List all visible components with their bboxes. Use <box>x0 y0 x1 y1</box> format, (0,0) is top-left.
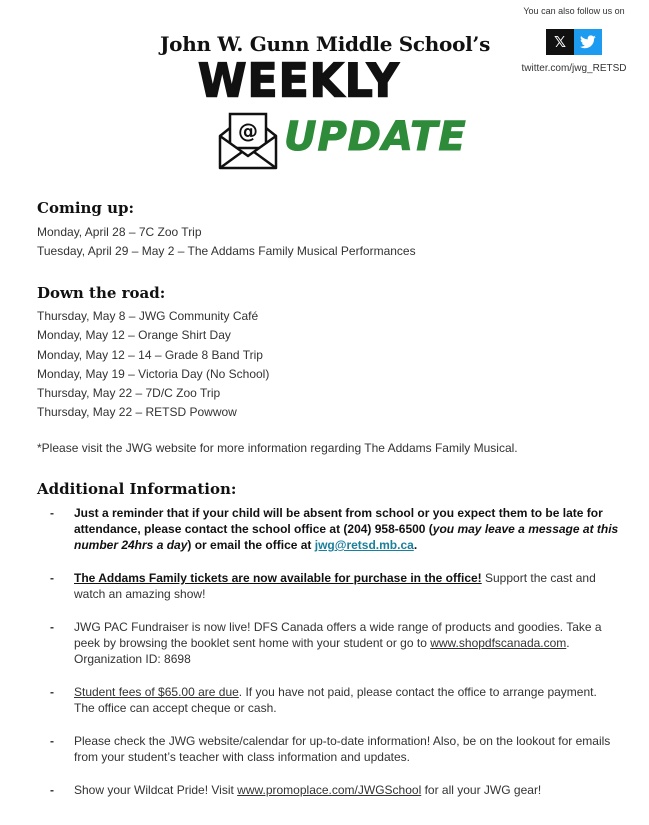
list-item: Tuesday, April 29 – May 2 – The Addams Family Musical Performances <box>37 244 416 259</box>
list-item: Thursday, May 22 – RETSD Powwow <box>37 405 237 420</box>
info-item-fees <box>50 684 620 716</box>
info-item-attendance <box>50 505 620 553</box>
voicemail-note: you may leave a message at this number 24hrs a day <box>74 522 619 552</box>
tickets-announcement: The Addams Family tickets are now available for purchase in the office! <box>74 571 482 585</box>
info-text: JWG PAC Fundraiser is now live! DFS Canada offers a wide range of products and goodies. Take a peek by browsing the booklet sent home with your student or go to www.shopdfscanada.com. Organization ID: 8698 <box>74 620 602 666</box>
dash-bullet: - <box>50 783 54 797</box>
promoplace-link[interactable]: www.promoplace.com/JWGSchool <box>237 783 422 797</box>
info-text: Just a reminder that if your child will be absent from school or you expect them to be late for attendance, please contact the school office at (204) 958-6500 (you may leave a message at this number 24hrs a day) or email the office at jwg@retsd.mb.ca. <box>74 506 619 552</box>
dash-bullet: - <box>50 685 54 699</box>
social-follow-box <box>509 6 639 74</box>
svg-text:@: @ <box>238 119 258 143</box>
info-item-fundraiser <box>50 619 620 667</box>
down-the-road-list <box>37 307 269 423</box>
school-title: John W. Gunn Middle School’s <box>160 32 491 56</box>
down-the-road-heading: Down the road: <box>37 284 166 302</box>
twitter-handle-link[interactable]: twitter.com/jwg_RETSD <box>521 63 627 74</box>
mail-envelope-icon <box>216 110 280 172</box>
list-item: Monday, May 12 – Orange Shirt Day <box>37 328 231 343</box>
shopdfscanada-link[interactable]: www.shopdfscanada.com <box>430 636 567 650</box>
list-item: Monday, May 19 – Victoria Day (No School) <box>37 366 270 381</box>
x-logo-icon[interactable]: 𝕏 <box>546 29 574 55</box>
social-icons <box>509 29 639 55</box>
dash-bullet: - <box>50 571 54 585</box>
fees-due-text: Student fees of $65.00 are due <box>74 685 239 699</box>
follow-text: You can also follow us on <box>523 6 625 16</box>
office-email-link[interactable]: jwg@retsd.mb.ca <box>314 538 414 552</box>
additional-info-heading: Additional Information: <box>37 480 237 498</box>
list-item: Thursday, May 22 – 7D/C Zoo Trip <box>37 386 221 401</box>
weekly-title: WEEKLY <box>198 54 400 109</box>
dash-bullet: - <box>50 734 54 748</box>
info-item-tickets <box>50 570 620 602</box>
list-item: Thursday, May 8 – JWG Community Café <box>37 309 259 323</box>
update-title: UPDATE <box>284 114 467 160</box>
coming-up-heading: Coming up: <box>37 199 135 217</box>
additional-info-list <box>50 505 620 815</box>
musical-info-note: *Please visit the JWG website for more information regarding The Addams Family Musical. <box>37 441 518 455</box>
dash-bullet: - <box>50 620 54 634</box>
list-item: Monday, April 28 – 7C Zoo Trip <box>37 225 202 239</box>
coming-up-list <box>37 223 416 262</box>
info-item-gear <box>50 782 620 798</box>
dash-bullet: - <box>50 506 54 520</box>
info-text: Please check the JWG website/calendar for up-to-date information! Also, be on the lookout for emails from your student’s teacher with class information and updates. <box>74 734 611 764</box>
info-text: The Addams Family tickets are now available for purchase in the office! Support the cast and watch an amazing show! <box>74 571 596 601</box>
twitter-bird-icon[interactable] <box>574 29 602 55</box>
list-item: Monday, May 12 – 14 – Grade 8 Band Trip <box>37 347 263 362</box>
info-item-website <box>50 733 620 765</box>
info-text: Student fees of $65.00 are due. If you have not paid, please contact the office to arrange payment. The office can accept cheque or cash. <box>74 685 597 715</box>
info-text: Show your Wildcat Pride! Visit www.promoplace.com/JWGSchool for all your JWG gear! <box>74 783 542 797</box>
